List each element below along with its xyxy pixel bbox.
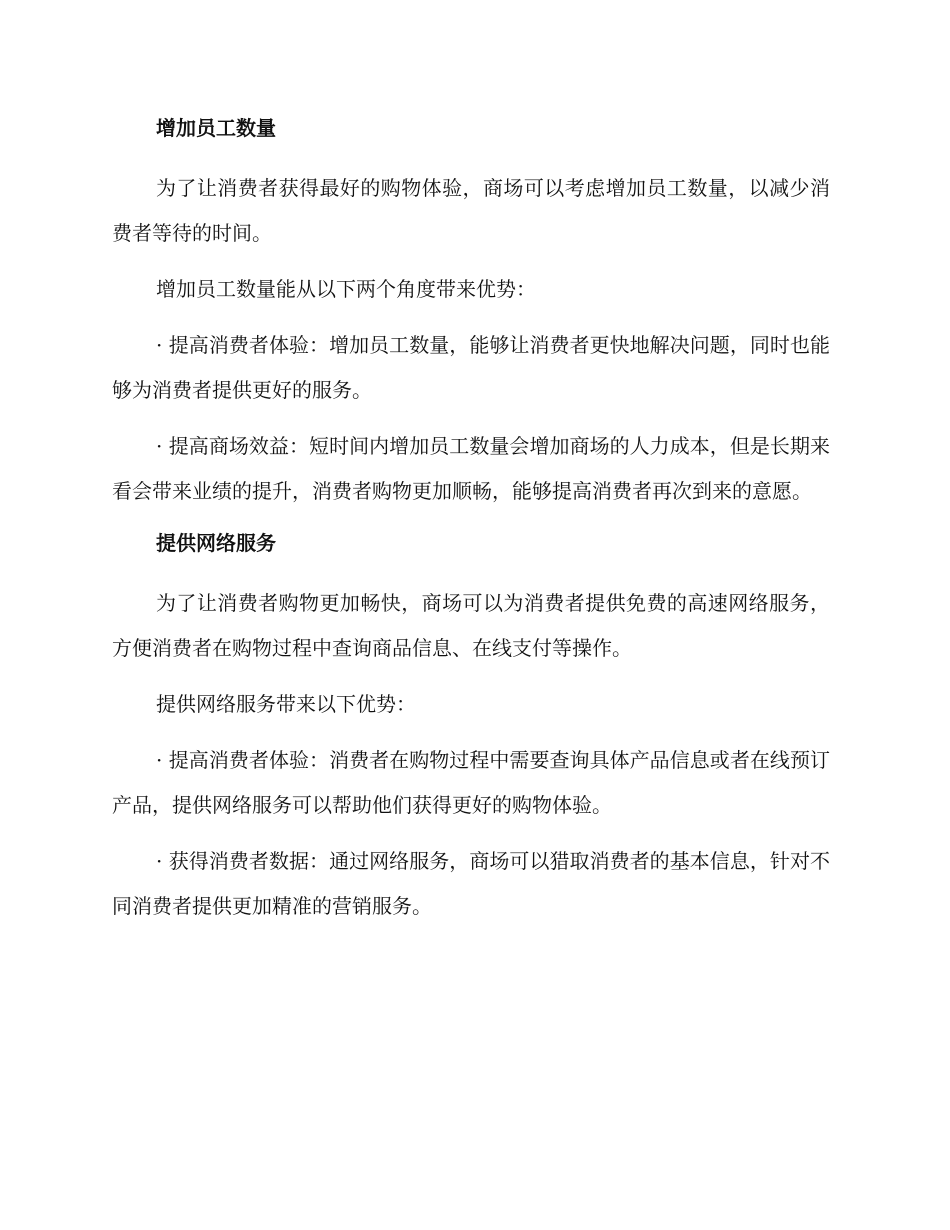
section-increase-staff	[112, 110, 830, 514]
section-network-service	[112, 525, 830, 929]
paragraph: 为了让消费者购物更加畅快，商场可以为消费者提供免费的高速网络服务，方便消费者在购物过程中查询商品信息、在线支付等操作。	[112, 591, 830, 660]
paragraph: 为了让消费者获得最好的购物体验，商场可以考虑增加员工数量，以减少消费者等待的时间。	[112, 176, 830, 245]
bullet-paragraph: · 获得消费者数据：通过网络服务，商场可以猎取消费者的基本信息，针对不同消费者提供更加精准的营销服务。	[112, 849, 830, 918]
section-heading: 增加员工数量	[156, 116, 276, 140]
bullet-paragraph: · 提高消费者体验：消费者在购物过程中需要查询具体产品信息或者在线预订产品，提供网络服务可以帮助他们获得更好的购物体验。	[112, 748, 830, 817]
bullet-paragraph: · 提高商场效益：短时间内增加员工数量会增加商场的人力成本，但是长期来看会带来业绩的提升，消费者购物更加顺畅，能够提高消费者再次到来的意愿。	[112, 434, 830, 503]
paragraph: 提供网络服务带来以下优势：	[156, 692, 416, 716]
paragraph: 增加员工数量能从以下两个角度带来优势：	[156, 277, 536, 301]
section-heading: 提供网络服务	[156, 531, 276, 555]
bullet-paragraph: · 提高消费者体验：增加员工数量，能够让消费者更快地解决问题，同时也能够为消费者提供更好的服务。	[112, 333, 830, 402]
